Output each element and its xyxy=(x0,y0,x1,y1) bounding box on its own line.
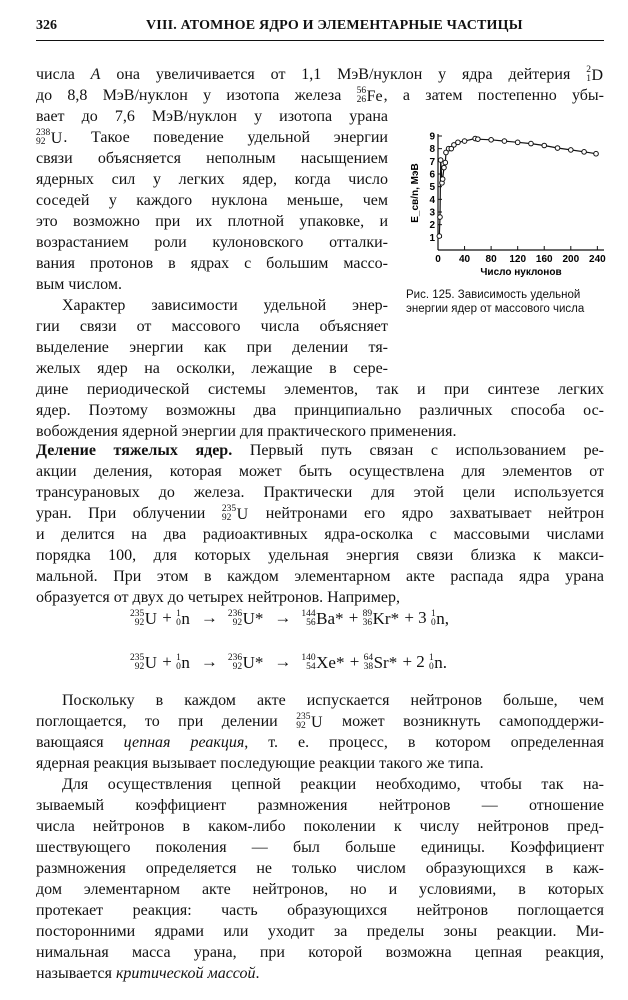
data-point xyxy=(489,138,494,143)
text-line: вобождения ядерной энергии для практического применения. xyxy=(36,423,457,440)
text-line: Характер зависимости удельной энер- xyxy=(62,297,388,314)
x-tick-label: 200 xyxy=(562,254,580,265)
y-tick-label: 5 xyxy=(429,182,435,194)
x-axis-label: Число нуклонов xyxy=(480,267,562,278)
nuclide-uranium-238: 238 92 U xyxy=(36,128,63,148)
text-line: числа нейтронов в каком-либо поколении к числу нейтронов пред- xyxy=(36,818,604,835)
running-header xyxy=(36,18,604,41)
text-line: соседей у каждого нуклона меньше, чем xyxy=(36,192,388,209)
data-point xyxy=(502,139,507,144)
data-point xyxy=(462,139,467,144)
text-line: вым числом. xyxy=(36,276,122,293)
text-line: дом элементарном акте нейтронов, но и условиями, в которых xyxy=(36,881,604,898)
x-tick-label: 160 xyxy=(535,254,553,265)
arrow-icon: → xyxy=(200,608,218,627)
text-line: до 8,8 МэВ/нуклон у изотопа железа 56 26 Fe , а затем постепенно убы- xyxy=(36,86,604,106)
data-point xyxy=(443,160,448,165)
text-line: дине периодической системы элементов, так и при синтезе легких xyxy=(36,381,604,398)
data-point xyxy=(476,137,481,142)
text-line: шествующего поколения — был больше единицы. Коэффициент xyxy=(36,839,604,856)
nuclide-uranium-235: 235 92 U xyxy=(296,712,323,732)
data-point xyxy=(438,158,443,163)
chapter-title: VIII. АТОМНОЕ ЯДРО И ЭЛЕМЕНТАРНЫЕ ЧАСТИЦЫ xyxy=(146,18,523,33)
text-line: вающаяся цепная реакция, т. е. процесс, в котором определенная xyxy=(36,734,605,751)
arrow-icon: → xyxy=(274,652,292,671)
term-chain-reaction: цепная реакция xyxy=(123,734,245,751)
text-line: размножения определяется не только числом образующихся в каж- xyxy=(36,860,604,877)
data-point xyxy=(437,234,442,239)
fission-equation-2: 235 92 U + 1 0 n → 236 92 U* → 140 54 Xe* + 64 38 Sr* + 2 1 0 n. xyxy=(130,652,448,673)
text-line: акции деления, которая может быть осуществлена для элементов от xyxy=(36,463,604,480)
paragraph-multiplication xyxy=(36,774,604,984)
text-line: поглощается, то при делении 235 92 U может возникнуть самоподдержи- xyxy=(36,712,605,732)
text-line: связи объясняется неполным насыщением xyxy=(36,150,388,167)
text-line: трансурановых до железа. Практически для этой цели используется xyxy=(36,484,604,501)
arrow-icon: → xyxy=(200,652,218,671)
paragraph-binding-energy xyxy=(36,64,604,106)
text-line: уран. При облучении 235 92 U нейтронами его ядро захватывает нейтрон xyxy=(36,504,605,524)
paragraph-fission xyxy=(36,440,604,608)
y-tick-label: 2 xyxy=(429,220,435,232)
data-point xyxy=(582,150,587,155)
text-line: числа A она увеличивается от 1,1 МэВ/нуклон у ядра дейтерия 2 1 D xyxy=(36,65,604,85)
y-tick-label: 4 xyxy=(429,194,435,206)
text-line: называется критической массой. xyxy=(36,965,260,982)
x-tick-label: 80 xyxy=(485,254,497,265)
text-line: образуется от двух до четырех нейтронов. Например, xyxy=(36,589,400,606)
data-point xyxy=(440,177,445,182)
data-point xyxy=(456,140,461,145)
text-line: ядерная реакция вызывает последующие реакции такого же типа. xyxy=(36,755,484,772)
data-point xyxy=(542,143,547,148)
x-tick-label: 120 xyxy=(509,254,527,265)
binding-energy-chart xyxy=(396,128,608,278)
text-line: ядерных сил у легких ядер, когда число xyxy=(36,171,388,188)
y-tick-label: 6 xyxy=(429,169,435,181)
data-point xyxy=(569,148,574,153)
text-line: порядка 100, для которых удельная энергия связи близка к макси- xyxy=(36,547,604,564)
binding-energy-figure xyxy=(396,128,608,350)
nuclide-deuterium: 2 1 D xyxy=(586,65,604,85)
figure-caption: Рис. 125. Зависимость удельной энергии ядер от массового числа xyxy=(406,289,585,315)
text-line: Поскольку в каждом акте испускается нейтронов больше, чем xyxy=(62,692,604,709)
y-axis-label: E_св/n, МэВ xyxy=(410,163,421,223)
y-tick-label: 8 xyxy=(429,144,435,156)
text-line: 238 92 U . Такое поведение удельной энергии xyxy=(36,128,388,148)
text-line: мальной. При этом в каждом элементарном акте распада ядра урана xyxy=(36,568,604,585)
data-point xyxy=(442,165,447,170)
text-line: посторонними ядрами или уходит за пределы зоны реакции. Ми- xyxy=(36,923,604,940)
y-tick-label: 3 xyxy=(429,207,435,219)
y-tick-label: 9 xyxy=(429,131,435,143)
text-line: вания протонов в ядрах с большим массо- xyxy=(36,255,388,272)
nuclide-iron: 56 26 Fe xyxy=(356,86,383,106)
text-line: вает до 7,6 МэВ/нуклон у изотопа урана xyxy=(36,108,388,125)
text-line: это возможно при их плотной упаковке, и xyxy=(36,213,388,230)
data-point xyxy=(555,146,560,151)
text-line: желых ядер на осколки, лежащие в сере- xyxy=(36,360,388,377)
arrow-icon: → xyxy=(274,608,292,627)
text-line: Для осуществления цепной реакции необходимо, чтобы так на- xyxy=(62,776,604,793)
y-tick-label: 1 xyxy=(429,232,435,244)
text-line: гии связи от массового числа объясняет xyxy=(36,318,388,335)
data-point xyxy=(515,140,520,145)
fission-equation-1: 235 92 U + 1 0 n → 236 92 U* → 144 56 Ba* + 89 36 Kr* + 3 1 0 n, xyxy=(130,608,449,629)
text-line: зываемый коэффициент размножения нейтронов — отношение xyxy=(36,797,604,814)
x-tick-label: 240 xyxy=(589,254,606,265)
x-tick-label: 40 xyxy=(458,254,471,265)
data-point xyxy=(529,141,534,146)
text-line: протекает реакция: часть образующихся нейтронов поглощается xyxy=(36,902,604,919)
page-number: 326 xyxy=(36,18,57,33)
data-point xyxy=(594,151,599,156)
text-line: выделение энергии как при делении тя- xyxy=(36,339,388,356)
data-point xyxy=(438,215,443,220)
text-line: нимальная масса урана, при которой возможна цепная реакция, xyxy=(36,944,604,961)
series-line xyxy=(439,139,596,237)
text-line: Деление тяжелых ядер. Первый путь связан с использованием ре- xyxy=(36,442,605,459)
y-tick-label: 7 xyxy=(429,156,435,168)
paragraph-energy-release xyxy=(36,379,604,442)
x-tick-label: 0 xyxy=(435,254,441,265)
text-line: ядер. Поэтому возможны два принципиально различных способа ос- xyxy=(36,402,604,419)
paragraph-binding-energy-cont xyxy=(36,106,388,379)
term-critical-mass: критической массой xyxy=(115,965,256,982)
paragraph-chain-reaction xyxy=(36,690,604,774)
text-line: и делится на два радиоактивных ядра-осколка с массовыми числами xyxy=(36,526,604,543)
nuclide-uranium-235: 235 92 U xyxy=(221,504,249,524)
text-line: возрастанием роли кулоновского отталки- xyxy=(36,234,388,251)
section-heading: Деление тяжелых ядер. xyxy=(36,442,233,459)
